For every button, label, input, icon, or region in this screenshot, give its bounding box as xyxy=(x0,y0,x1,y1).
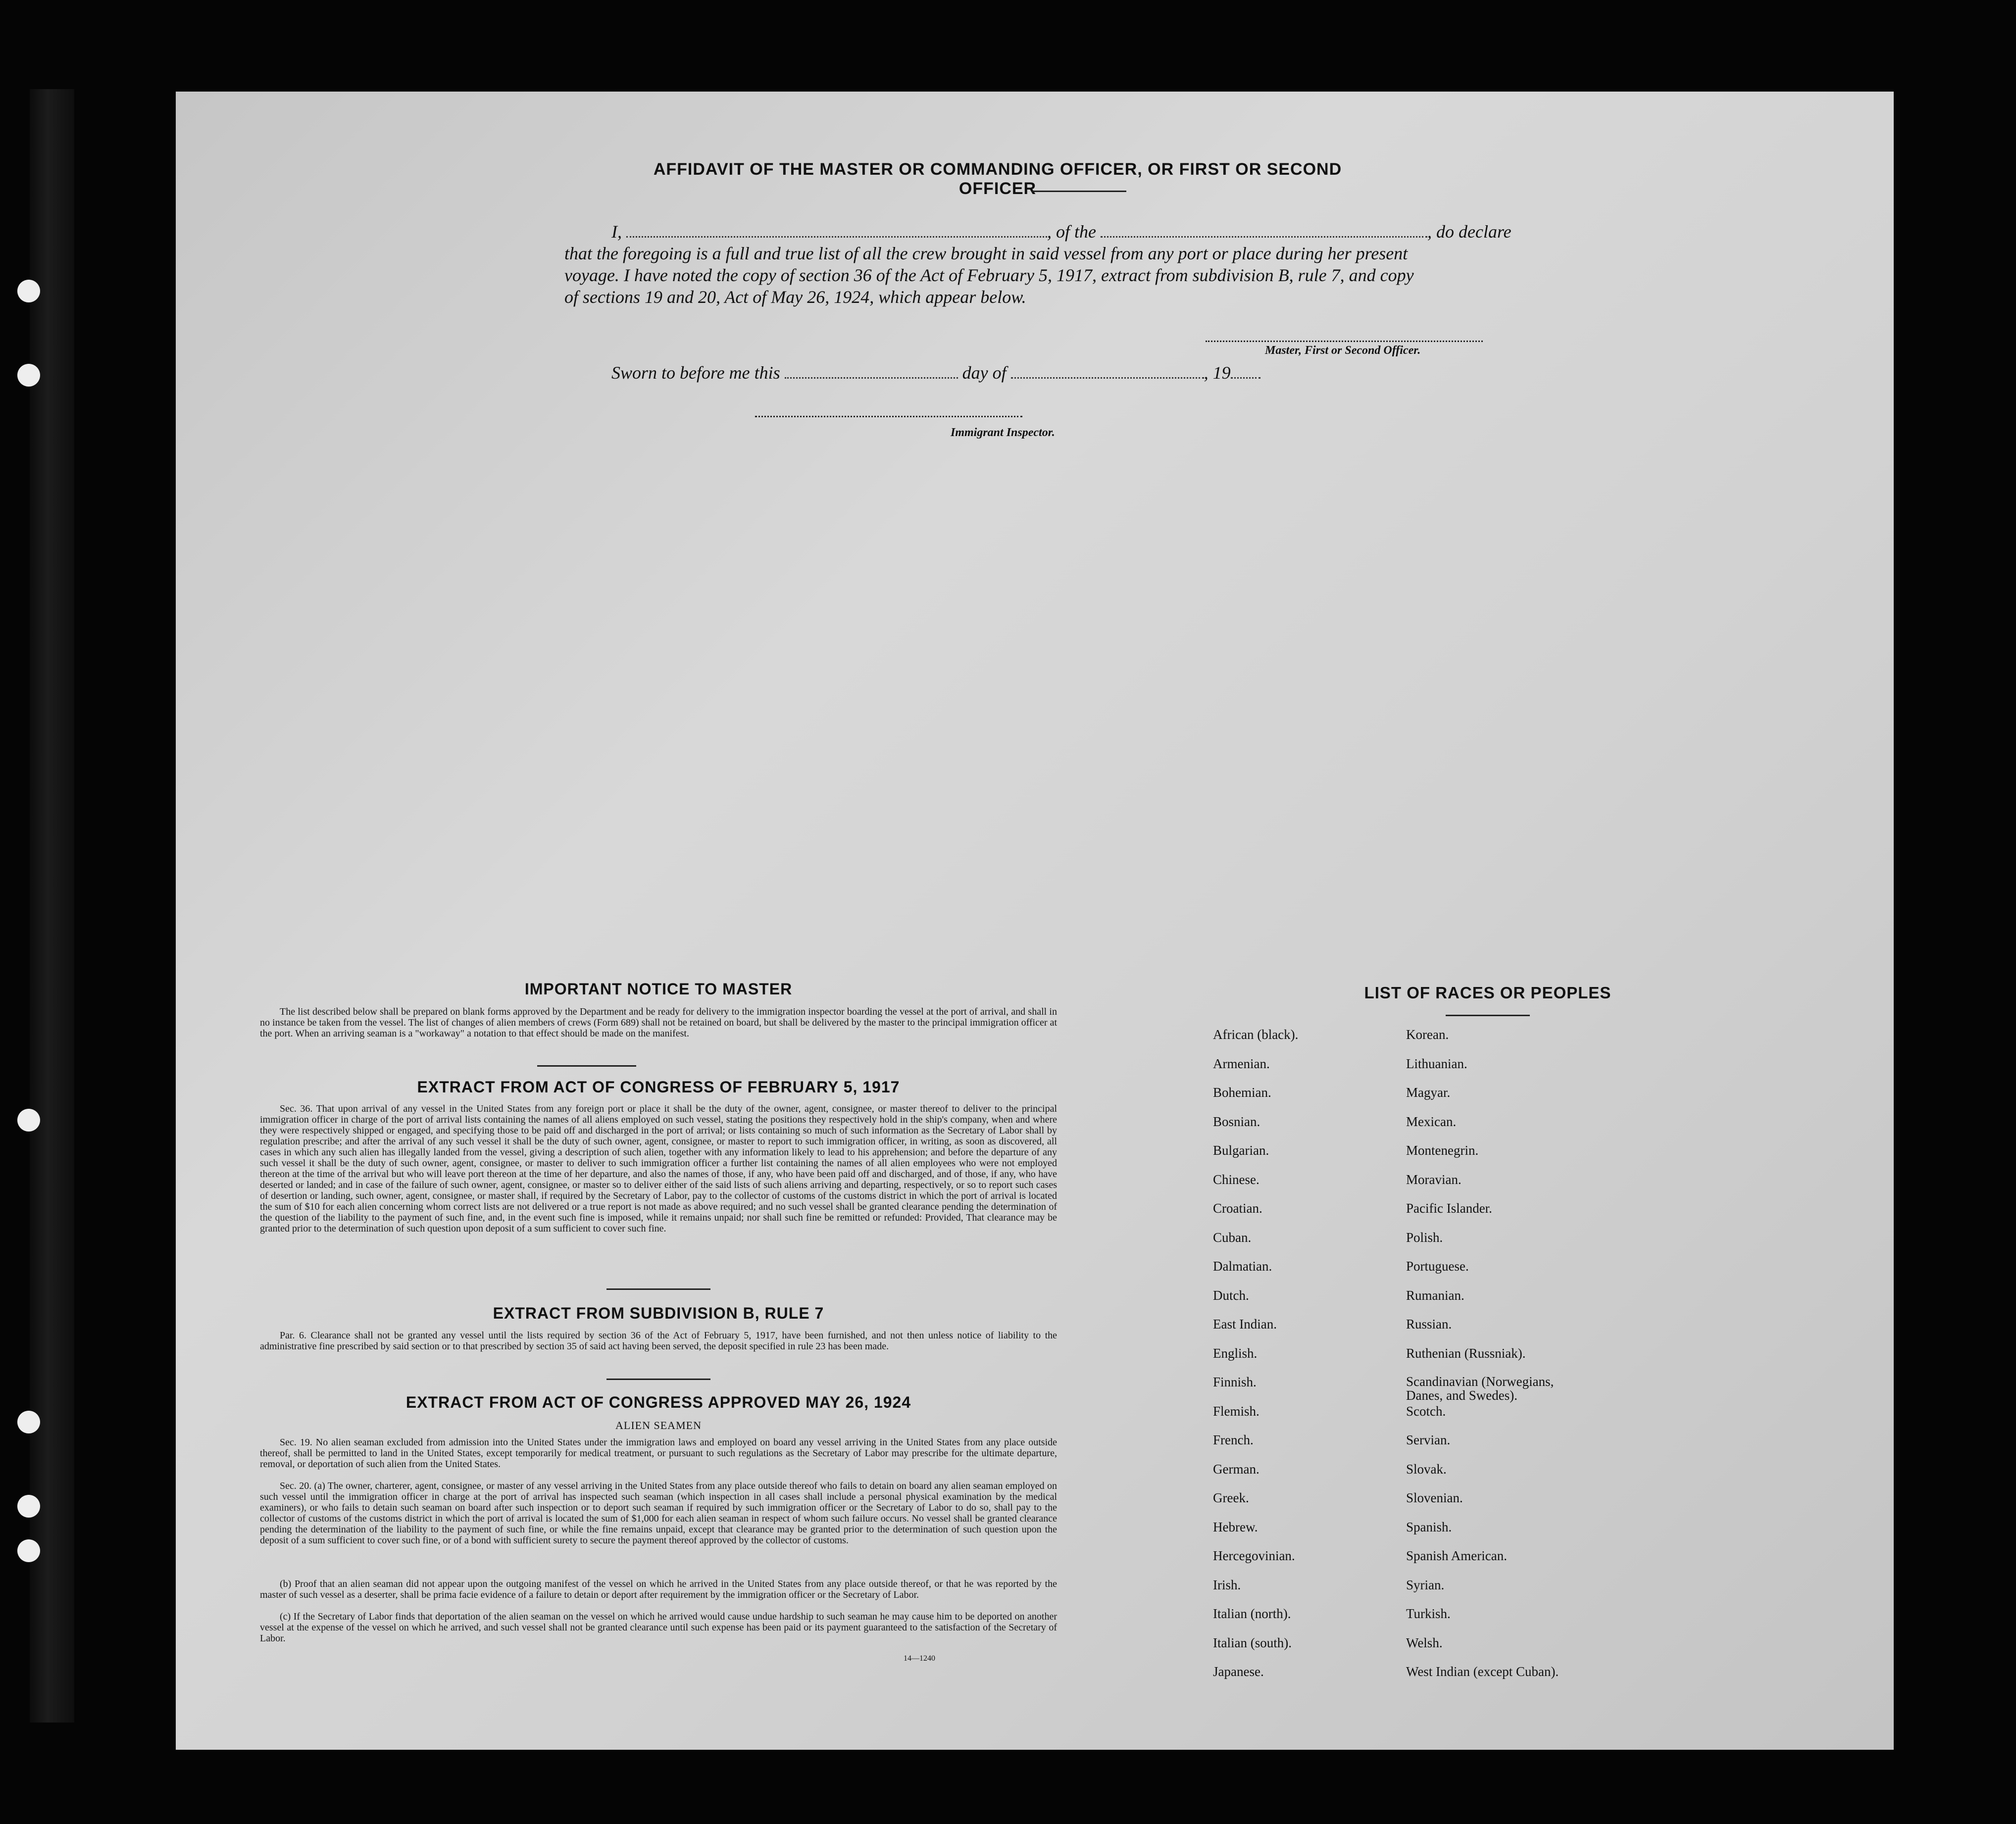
punch-hole xyxy=(17,1539,40,1562)
subdivision-b-body: Par. 6. Clearance shall not be granted any vessel until the lists required by section 36 of the Act of February 5, 1917, have been furnished, and not then unless notice of liability to the administrative fine prescribed by said section or to that prescribed by section 35 of said act having been served, the deposit specified in rule 23 has been made. xyxy=(260,1330,1057,1352)
extract-1924-sec20c: (c) If the Secretary of Labor finds that deportation of the alien seaman on the vessel on which he arrived would cause undue hardship to such seaman he may cause him to be deported on another vessel at the expense of the vessel on which he arrived, and such vessel shall not be granted clearance until such expense has been paid or its payment guaranteed to the satisfaction of the Secretary of Labor. xyxy=(260,1611,1057,1644)
race-item: Italian (north). xyxy=(1213,1606,1291,1621)
race-item: Syrian. xyxy=(1406,1577,1445,1592)
inspector-signature-line[interactable] xyxy=(755,416,1022,417)
affidavit-line4: of sections 19 and 20, Act of May 26, 1924, which appear below. xyxy=(564,287,1026,307)
extract-1924-sec20a: Sec. 20. (a) The owner, charterer, agent, consignee, or master of any vessel arriving in the United States from any place outside thereof who fails to detain on board any alien seaman employed on such vessel until the immigration officer in charge at the port of arrival has inspected such seaman (which inspection in all cases shall include a personal physical examination by the medical examiners), or who fails to detain such seaman on board after such inspection or to deport such seaman if required by such immigration officer or the Secretary of Labor to do so, shall pay to the collector of customs of the customs district in which the port of arrival is located the sum of $1,000 for each alien seaman in respect of whom such failure occurs. No vessel shall be granted clearance pending the determination of the liability to the payment of such fine, or while the fine remains unpaid, except that clearance may be granted prior to the determination of such question upon the deposit of a sum sufficient to cover such fine, or of a bond with sufficient surety to secure the payment thereof approved by the collector of customs. xyxy=(260,1480,1057,1546)
race-item: Russian. xyxy=(1406,1317,1452,1331)
document-page xyxy=(176,92,1894,1750)
race-item: Welsh. xyxy=(1406,1635,1443,1650)
race-item: Armenian. xyxy=(1213,1056,1270,1071)
race-item: Hebrew. xyxy=(1213,1519,1258,1534)
film-edge-strip xyxy=(30,89,74,1723)
sworn-start: Sworn to before me this xyxy=(611,363,780,383)
race-item: Ruthenian (Russniak). xyxy=(1406,1345,1526,1361)
inspector-signature-label: Immigrant Inspector. xyxy=(951,426,1055,439)
extract-1917-body: Sec. 36. That upon arrival of any vessel in the United States from any foreign port or place it shall be the duty of the owner, agent, consignee, or master thereof to deliver to the principal immigration officer in charge of the port of arrival lists containing the names of all aliens employed on such vessel, stating the positions they respectively hold in the ship's company, when and where they were respectively shipped or engaged, and specifying those to be paid off and discharged in the port of arrival; or lists containing so much of such information as the Secretary of Labor shall by regulation prescribe; and after the arrival of any such vessel it shall be the duty of such owner, agent, consignee, or master to report to such immigration officer, in writing, as soon as discovered, all cases in which any such alien has illegally landed from the vessel, giving a description of such alien, together with any information likely to lead to his apprehension; and before the departure of any such vessel it shall be the duty of such owner, agent, consignee, or master to deliver to such immigration officer a further list containing the names of all alien employees who were not employed thereon at the time of the arrival but who will leave port thereon at the time of her departure, and also the names of those, if any, who have been paid off and discharged, and of those, if any, who have deserted or landed; and in case of the failure of such owner, agent, consignee, or master so to deliver either of the said lists of such aliens arriving and departing, respectively, or so to report such cases of desertion or landing, such owner, agent, consignee, or master shall, if required by the Secretary of Labor, pay to the collector of customs of the customs district in which the port of arrival is located the sum of $10 for each alien concerning whom correct lists are not delivered or a true report is not made as above required; and no such vessel shall be granted clearance pending the determination of the question of the liability to the payment of such fine, and, in the event such fine is imposed, while it remains unpaid; nor shall such fine be remitted or refunded: Provided, That clearance may be granted prior to the determination of such question upon deposit of a sum sufficient to cover such fine. xyxy=(260,1103,1057,1234)
race-item: Greek. xyxy=(1213,1490,1249,1505)
affidavit-line1-start: I, xyxy=(611,222,622,242)
race-item: Montenegrin. xyxy=(1406,1143,1479,1158)
race-item: Polish. xyxy=(1406,1230,1443,1245)
race-item: Turkish. xyxy=(1406,1606,1451,1621)
notice-title: IMPORTANT NOTICE TO MASTER xyxy=(524,980,793,998)
affidavit-line1-end: , do declare xyxy=(1427,222,1512,242)
sworn-line xyxy=(611,362,1260,383)
extract-1917-title: EXTRACT FROM ACT OF CONGRESS OF FEBRUARY 5, 1917 xyxy=(417,1078,900,1096)
race-item: German. xyxy=(1213,1461,1260,1477)
race-item: Croatian. xyxy=(1213,1201,1262,1216)
race-item: Moravian. xyxy=(1406,1172,1462,1187)
name-blank-field[interactable] xyxy=(626,223,1047,238)
race-item: Dalmatian. xyxy=(1213,1259,1272,1274)
races-column-2 xyxy=(1406,1027,1574,1693)
race-item: Scandinavian (Norwegians, Danes, and Swedes). xyxy=(1406,1374,1554,1403)
affidavit-title: AFFIDAVIT OF THE MASTER OR COMMANDING OFFICER, OR FIRST OR SECOND OFFICER xyxy=(653,160,1342,198)
race-item: Finnish. xyxy=(1213,1375,1257,1389)
race-item: Italian (south). xyxy=(1213,1635,1292,1650)
master-signature-line[interactable] xyxy=(1206,341,1483,342)
extract-1917-divider xyxy=(606,1288,710,1290)
subdivision-b-title: EXTRACT FROM SUBDIVISION B, RULE 7 xyxy=(493,1304,824,1322)
race-item: Japanese. xyxy=(1213,1664,1264,1679)
form-number: 14—1240 xyxy=(904,1654,935,1663)
race-item: Magyar. xyxy=(1406,1085,1451,1100)
punch-hole xyxy=(17,1109,40,1132)
race-item: African (black). xyxy=(1213,1027,1299,1042)
notice-body: The list described below shall be prepared on blank forms approved by the Department and be ready for delivery to the immigration inspector boarding the vessel at the port of arrival, and shall in no instance be taken from the vessel. The list of changes of alien members of crews (Form 689) shall not be retained on board, but shall be delivered by the master to the principal immigration officer at the port. When an arriving seaman is a "workaway" a notation to that effect should be made on the manifest. xyxy=(260,1006,1057,1039)
race-item: Servian. xyxy=(1406,1432,1451,1447)
notice-divider xyxy=(537,1065,636,1067)
master-signature-label: Master, First or Second Officer. xyxy=(1265,344,1421,357)
race-item: English. xyxy=(1213,1345,1258,1361)
race-item: Lithuanian. xyxy=(1406,1056,1467,1071)
affidavit-line2: that the foregoing is a full and true list of all the crew brought in said vessel from any port or place during her present xyxy=(564,244,1408,263)
race-item: Slovenian. xyxy=(1406,1490,1463,1505)
race-item: Slovak. xyxy=(1406,1461,1447,1477)
race-item: Pacific Islander. xyxy=(1406,1201,1492,1216)
race-item: Scotch. xyxy=(1406,1403,1446,1419)
race-item: Bulgarian. xyxy=(1213,1143,1269,1158)
affidavit-line1 xyxy=(611,221,1512,242)
race-item: Irish. xyxy=(1213,1577,1241,1592)
sworn-month-field[interactable] xyxy=(1011,364,1204,379)
affidavit-divider xyxy=(1032,191,1126,192)
extract-1924-title: EXTRACT FROM ACT OF CONGRESS APPROVED MAY 26, 1924 xyxy=(405,1393,911,1411)
race-item: West Indian (except Cuban). xyxy=(1406,1664,1559,1679)
punch-hole xyxy=(17,364,40,387)
race-item: Hercegovinian. xyxy=(1213,1548,1295,1563)
race-item: Flemish. xyxy=(1213,1403,1260,1419)
race-item: Chinese. xyxy=(1213,1172,1260,1187)
extract-1924-subtitle: ALIEN SEAMEN xyxy=(615,1419,702,1431)
extract-1924-sec20b: (b) Proof that an alien seaman did not appear upon the outgoing manifest of the vessel on which he arrived in the United States from any place outside thereof, or that he was reported by the master of such vessel as a deserter, shall be prima facie evidence of a failure to detain or deport after requirement by the immigration officer or the Secretary of Labor. xyxy=(260,1578,1057,1600)
extract-1924-sec19: Sec. 19. No alien seaman excluded from admission into the United States under the immigration laws and employed on board any vessel arriving in the United States from any place outside thereof, shall be permitted to land in the United States, except temporarily for medical treatment, or pursuant to such regulations as the Secretary of Labor may prescribe for the ultimate departure, removal, or deportation of such alien from the United States. xyxy=(260,1437,1057,1470)
affidavit-line3: voyage. I have noted the copy of section 36 of the Act of February 5, 1917, extract from subdivision B, rule 7, and copy xyxy=(564,265,1414,285)
races-column-1 xyxy=(1213,1027,1298,1693)
race-item: Spanish American. xyxy=(1406,1548,1507,1563)
punch-hole xyxy=(17,1411,40,1433)
race-item: Korean. xyxy=(1406,1027,1449,1042)
sworn-day-field[interactable] xyxy=(785,364,958,379)
race-item: Dutch. xyxy=(1213,1287,1249,1303)
race-item: Rumanian. xyxy=(1406,1287,1464,1303)
punch-hole xyxy=(17,1495,40,1518)
sworn-year-label: , 19 xyxy=(1204,363,1231,383)
race-item: East Indian. xyxy=(1213,1317,1277,1331)
races-divider xyxy=(1446,1015,1530,1016)
races-title: LIST OF RACES OR PEOPLES xyxy=(1364,984,1612,1002)
punch-hole xyxy=(17,280,40,302)
race-item: Bohemian. xyxy=(1213,1085,1271,1100)
race-item: Portuguese. xyxy=(1406,1259,1469,1274)
sworn-mid: day of xyxy=(962,363,1007,383)
race-item: Bosnian. xyxy=(1213,1114,1260,1129)
race-item: French. xyxy=(1213,1432,1254,1447)
race-item: Spanish. xyxy=(1406,1519,1452,1534)
subdivision-b-divider xyxy=(606,1379,710,1380)
sworn-year-field[interactable] xyxy=(1231,364,1260,379)
affidavit-line1-mid: , of the xyxy=(1047,222,1096,242)
race-item: Cuban. xyxy=(1213,1230,1252,1245)
race-item: Mexican. xyxy=(1406,1114,1457,1129)
vessel-blank-field[interactable] xyxy=(1101,223,1427,238)
